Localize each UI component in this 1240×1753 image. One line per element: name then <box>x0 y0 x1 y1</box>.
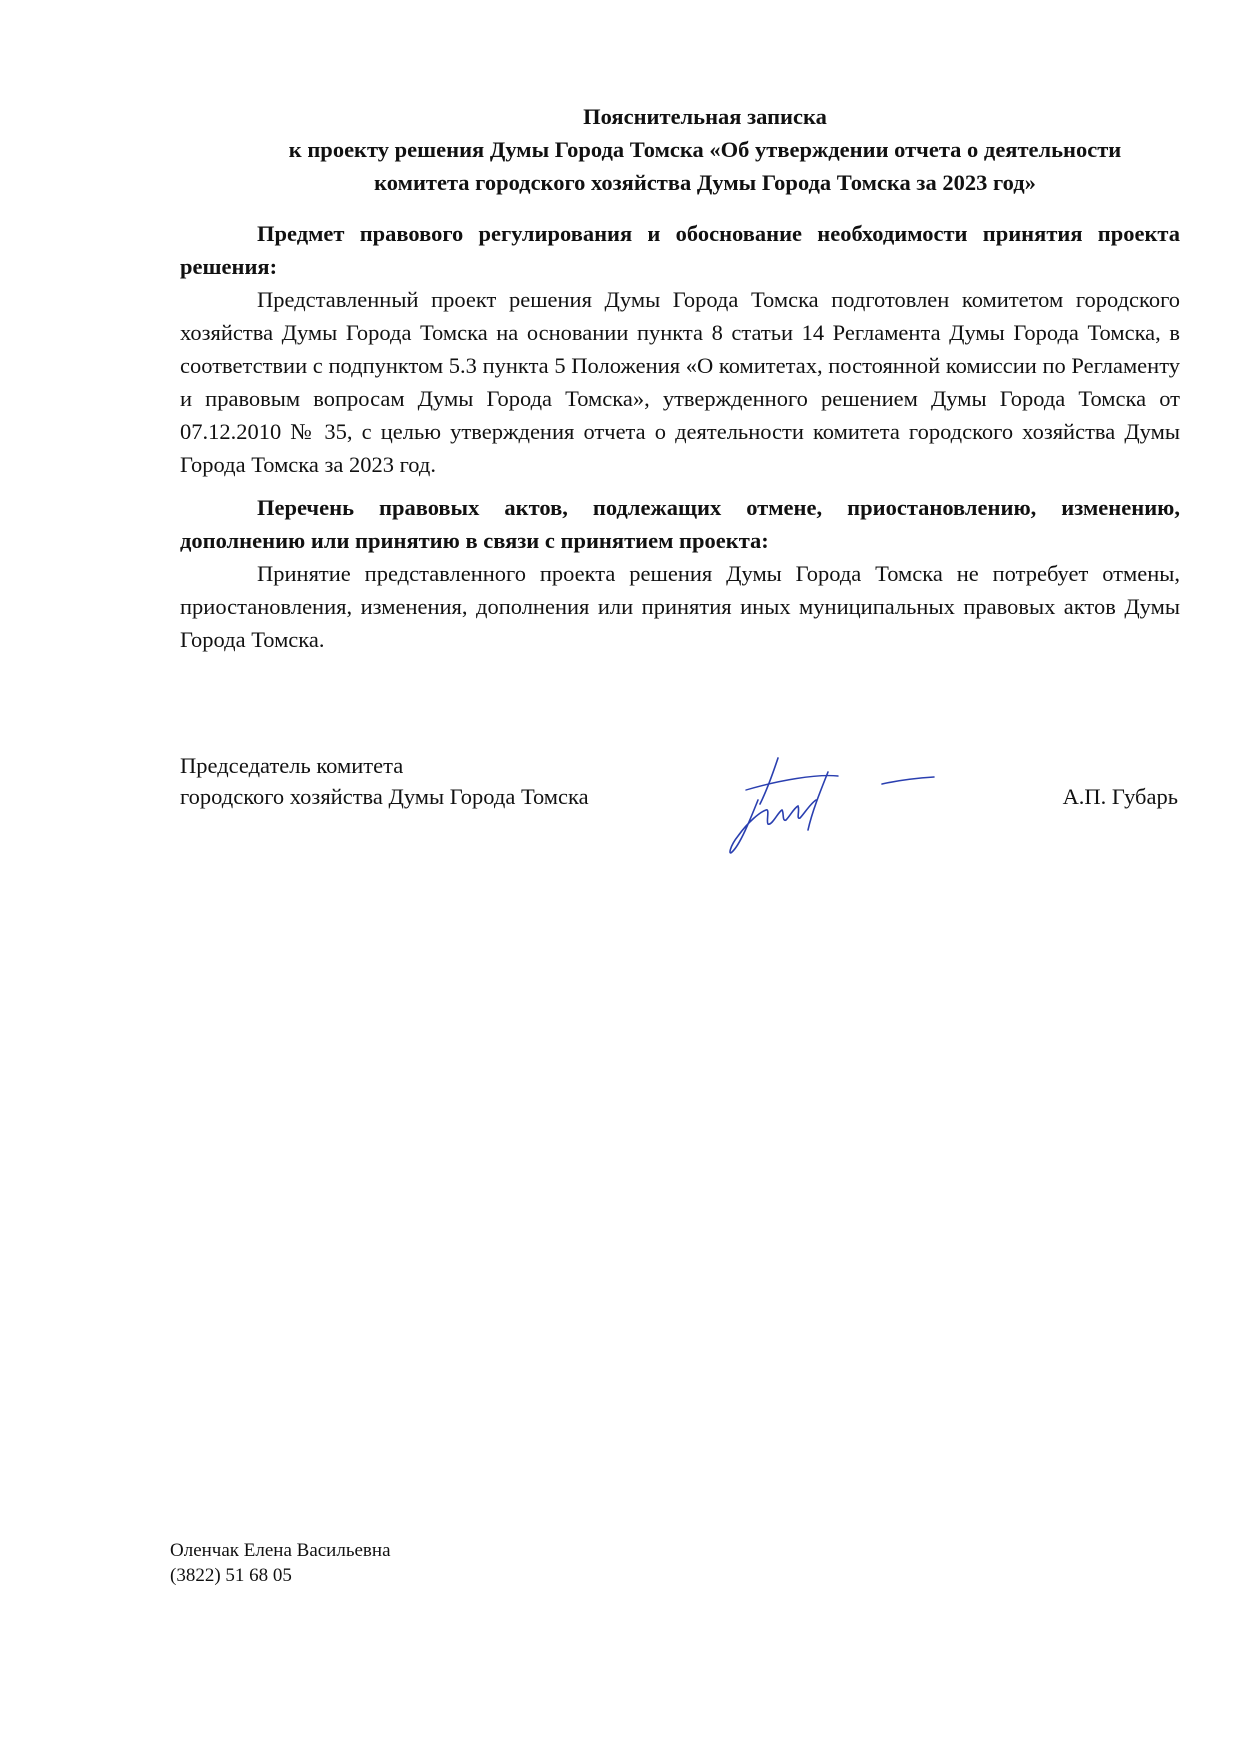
section-heading: Предмет правового регулирования и обоснование необходимости принятия проекта решения: <box>180 221 1180 279</box>
contact-name: Оленчак Елена Васильевна <box>170 1540 391 1561</box>
section-heading: Перечень правовых актов, подлежащих отмене, приостановлению, изменению, дополнению или принятию в связи с принятием проекта: <box>180 495 1180 553</box>
section-paragraph: Представленный проект решения Думы Города Томска подготовлен комитетом городского хозяйства Думы Города Томска на основании пункта 8 статьи 14 Регламента Думы Города Томска, в соответствии с подпунктом 5.3 пункта 5 Положения «О комитетах, постоянной комиссии по Регламенту и правовым вопросам Думы Города Томска», утвержденного решением Думы Города Томска от 07.12.2010 № 35, с целью утверждения отчета о деятельности комитета городского хозяйства Думы Города Томска за 2023 год. <box>180 287 1180 477</box>
section-legal-acts-list <box>180 491 1180 656</box>
signatory-name: А.П. Губарь <box>1062 784 1178 809</box>
title-line-1: Пояснительная записка <box>583 104 827 129</box>
title-line-2: к проекту решения Думы Города Томска «Об утверждении отчета о деятельности <box>288 137 1122 162</box>
document-title <box>180 100 1230 199</box>
contact-phone: (3822) 51 68 05 <box>170 1565 292 1586</box>
section-paragraph: Принятие представленного проекта решения Думы Города Томска не потребует отмены, приостановления, изменения, дополнения или принятия иных муниципальных правовых актов Думы Города Томска. <box>180 561 1180 652</box>
signatory-position <box>180 750 589 812</box>
handwritten-signature <box>720 750 940 860</box>
contact-info <box>170 1538 391 1588</box>
title-line-3: комитета городского хозяйства Думы Города Томска за 2023 год» <box>374 170 1036 195</box>
signatory-position-line-2: городского хозяйства Думы Города Томска <box>180 784 589 809</box>
section-subject-of-regulation <box>180 217 1180 481</box>
signatory-position-line-1: Председатель комитета <box>180 753 404 778</box>
